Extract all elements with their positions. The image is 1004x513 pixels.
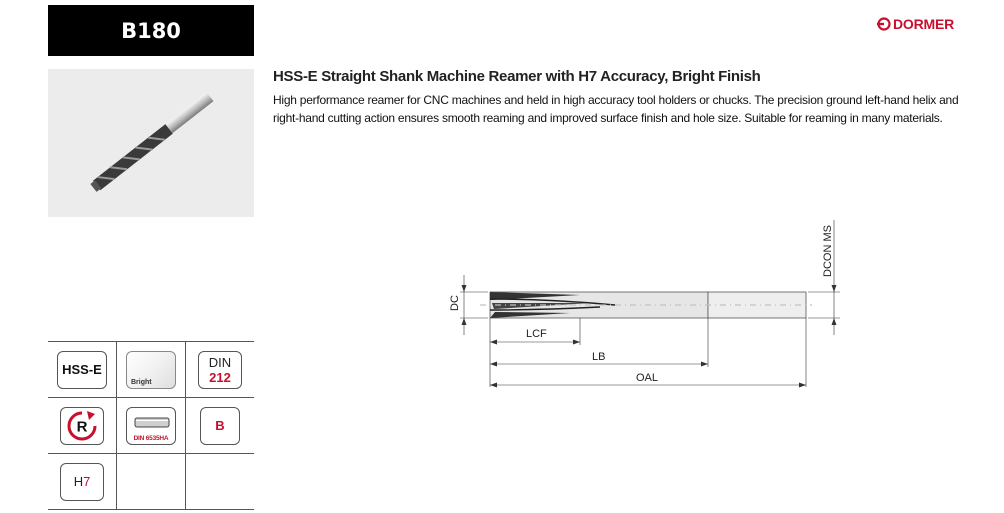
lcf-label: LCF bbox=[526, 328, 547, 340]
standard-number: 212 bbox=[209, 369, 231, 385]
cutting-direction-text: R bbox=[76, 418, 88, 435]
tolerance-letter: H bbox=[73, 474, 84, 489]
tool-type-text: B bbox=[215, 418, 225, 433]
product-title: HSS-E Straight Shank Machine Reamer with H7 Accuracy, Bright Finish bbox=[273, 68, 761, 85]
tool-type-badge bbox=[200, 407, 240, 445]
dc-label: DC bbox=[449, 295, 461, 311]
material-badge bbox=[57, 351, 107, 389]
dcon-label: DCON MS bbox=[822, 225, 834, 277]
reamer-photo-image bbox=[48, 69, 254, 217]
material-text: HSS-E bbox=[62, 362, 102, 377]
attribute-grid bbox=[48, 341, 254, 510]
shank-icon bbox=[127, 412, 177, 436]
brand-logo bbox=[877, 15, 954, 33]
finish-text: Bright bbox=[131, 378, 152, 386]
product-photo bbox=[48, 69, 254, 217]
cutting-direction-badge bbox=[60, 407, 104, 445]
lb-label: LB bbox=[592, 351, 606, 363]
product-description: High performance reamer for CNC machines and held in high accuracy tool holders or chucks. The precision ground left-hand helix and right-hand cutting action ensures smooth reaming and improved surface finish and hole size. Suitable for reaming in many materials. bbox=[273, 93, 959, 125]
product-code-box bbox=[48, 5, 254, 56]
tolerance-badge bbox=[60, 463, 104, 501]
dormer-logo-icon bbox=[877, 17, 891, 31]
brand-name: DORMER bbox=[893, 16, 955, 32]
right-hand-cut-icon bbox=[65, 409, 99, 443]
standard-prefix: DIN bbox=[208, 354, 232, 370]
product-code: B180 bbox=[121, 18, 181, 43]
technical-drawing bbox=[440, 215, 850, 395]
oal-label: OAL bbox=[636, 372, 659, 384]
finish-badge bbox=[126, 351, 176, 389]
shank-text: DIN 6535HA bbox=[133, 434, 169, 442]
standard-badge bbox=[198, 351, 242, 389]
tolerance-number: 7 bbox=[83, 474, 91, 489]
shank-badge bbox=[126, 407, 176, 445]
